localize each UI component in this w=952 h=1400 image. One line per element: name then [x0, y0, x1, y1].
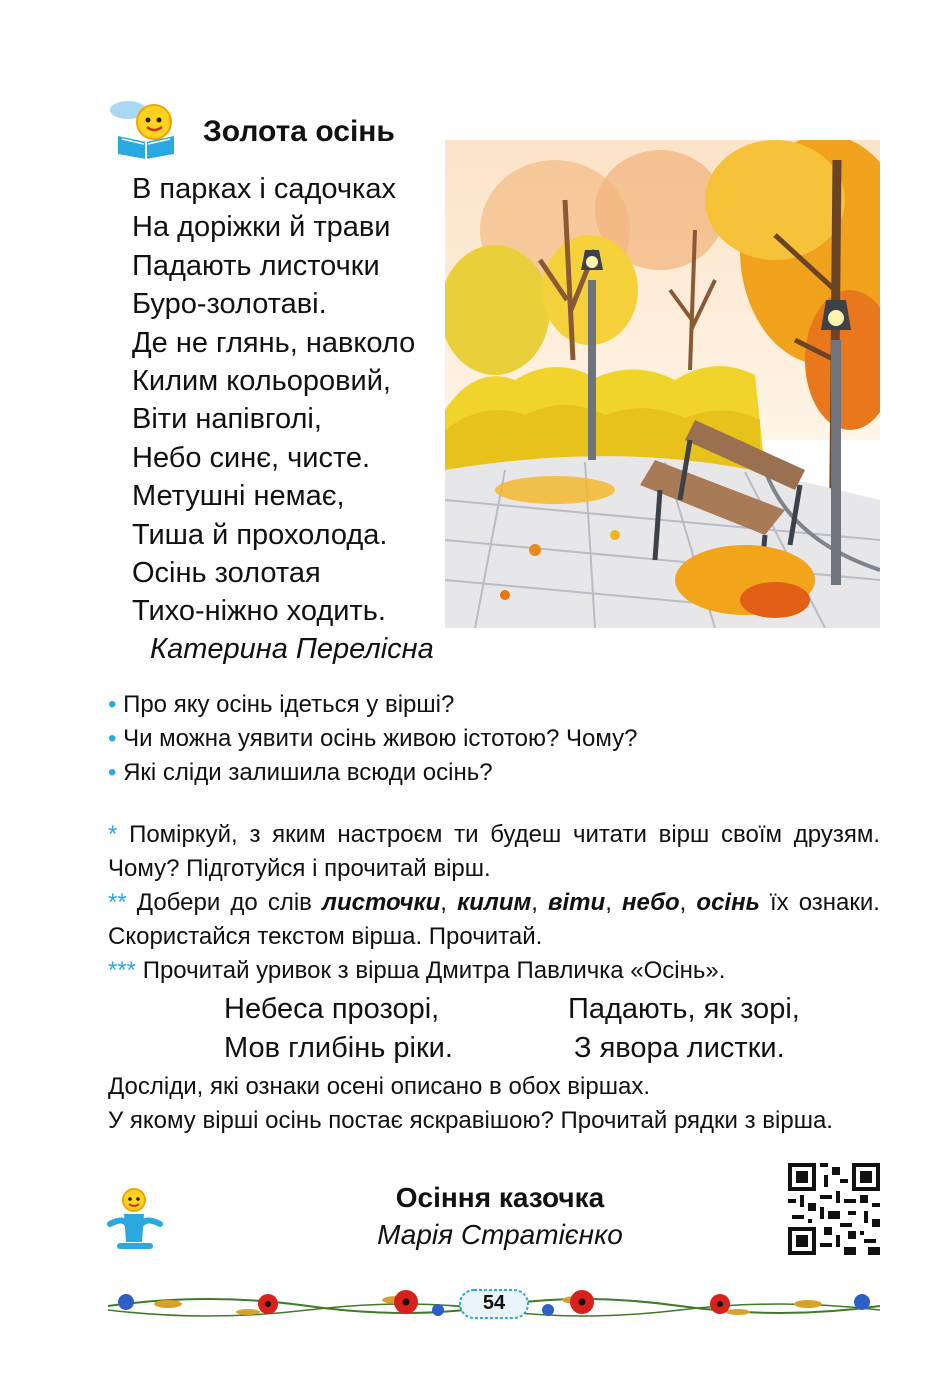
poem-line: Тихо-ніжно ходить.: [132, 595, 386, 628]
separator: ,: [679, 889, 697, 916]
keyword: осінь: [696, 889, 760, 916]
excerpt-line: З явора листки.: [574, 1032, 785, 1064]
poem-line: Килим кольоровий,: [132, 365, 391, 398]
separator: ,: [531, 889, 549, 916]
task-text: Добери до слів: [126, 889, 323, 916]
task-text: Прочитай уривок з вірша Дмитра Павличка «Осінь».: [136, 957, 726, 984]
task-three: [108, 954, 880, 988]
separator: ,: [605, 889, 622, 916]
questions-list: [108, 688, 637, 790]
poem-line: Буро-золотаві.: [132, 288, 327, 321]
question-text: Чи можна уявити осінь живою істотою? Чому?: [123, 725, 638, 752]
task-text: Поміркуй, з яким настроєм ти будеш читати вірш своїм друзям. Чому? Підготуйся і прочитай вірш.: [108, 821, 880, 882]
difficulty-stars: *: [108, 821, 118, 848]
question-text: Які сліди залишила всюди осінь?: [123, 759, 493, 786]
story-title: Осіння казочка: [395, 1182, 605, 1213]
poem: [132, 170, 415, 631]
task-two: [108, 886, 880, 954]
task-text: їх ознаки. Скористайся текстом вірша. Прочитай.: [108, 889, 880, 950]
keyword: листочки: [322, 889, 441, 916]
list-item: [108, 688, 637, 722]
poem-line: Тиша й прохолода.: [132, 518, 388, 551]
poem-line: Віти напівголі,: [132, 403, 322, 436]
excerpt-line: Небеса прозорі,: [224, 993, 440, 1025]
separator: ,: [440, 889, 458, 916]
difficulty-stars: **: [108, 889, 127, 916]
poem-line: Метушні немає,: [132, 480, 345, 513]
task-one: [108, 818, 880, 886]
poem-line: В парках і садочках: [132, 173, 396, 205]
list-item: [108, 756, 637, 790]
keyword: віти: [548, 889, 606, 916]
info-character-icon: [106, 1186, 164, 1250]
question-text: Про яку осінь ідеться у вірші?: [123, 691, 455, 718]
keyword: килим: [457, 889, 532, 916]
page-number: 54: [482, 1292, 506, 1314]
research-task: Досліди, які ознаки осені описано в обох віршах.: [108, 1073, 650, 1100]
poem-line: Падають листочки: [132, 249, 380, 282]
excerpt-line: Мов глибінь ріки.: [224, 1032, 453, 1064]
bullet: •: [108, 759, 117, 786]
poem-line: На доріжки й трави: [132, 211, 391, 244]
keyword: небо: [621, 889, 680, 916]
list-item: [108, 722, 637, 756]
book-reading-sun-icon: [106, 96, 186, 160]
poem-author: Катерина Перелісна: [150, 633, 434, 665]
autumn-park-illustration: [445, 140, 880, 628]
bullet: •: [108, 725, 117, 752]
poem-line: Осінь золотая: [132, 557, 321, 590]
poem-line: Де не глянь, навколо: [132, 326, 416, 359]
bullet: •: [108, 691, 117, 718]
page-title: Золота осінь: [203, 115, 395, 148]
research-question: У якому вірші осінь постає яскравішою? Прочитай рядки з вірша.: [108, 1107, 833, 1134]
difficulty-stars: ***: [108, 957, 137, 984]
story-author: Марія Стратієнко: [377, 1219, 623, 1250]
qr-code[interactable]: [788, 1163, 880, 1255]
excerpt-line: Падають, як зорі,: [568, 993, 800, 1025]
poem-line: Небо синє, чисте.: [132, 441, 371, 474]
